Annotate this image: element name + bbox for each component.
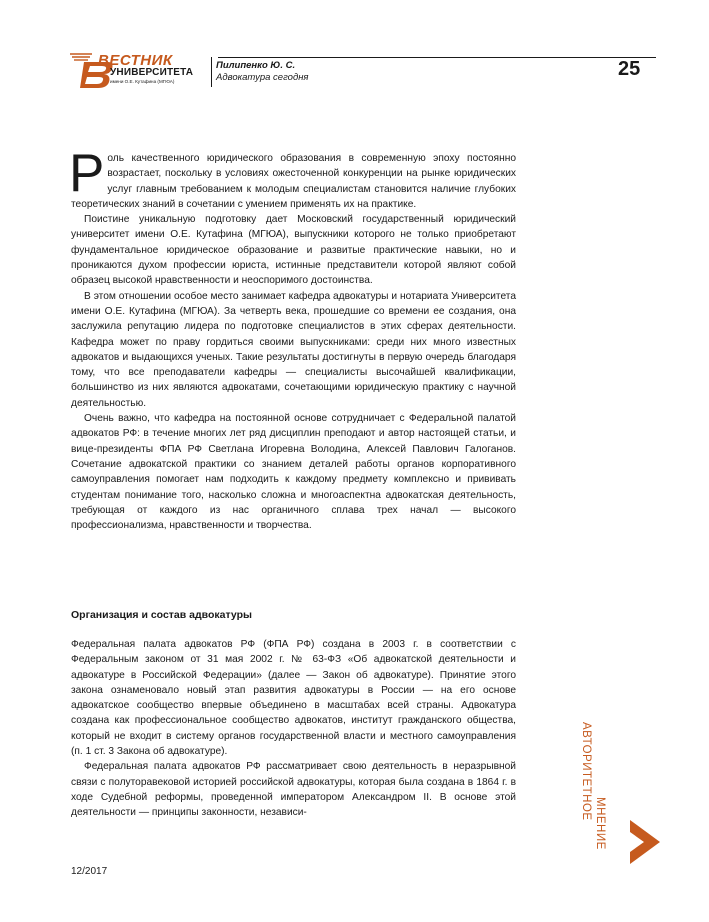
running-head-author: Пилипенко Ю. С. [216, 60, 296, 71]
paragraph: Очень важно, что кафедра на постоянной основе сотрудничает с Федеральной палатой адвокатов РФ: в течение многих лет ряд дисциплин преподают и автор настоящей статьи, и вице-президенты ФПА РФ Светлана Игоревна Володина, Алексей Павлович Галоганов. Сочетание адвокатской практики со знанием деталей работы органов корпоративного самоуправления помогает нам подходить к каждому предмету комплексно и прививать студентам понимание того, насколько сложна и многоаспектна адвокатская деятельность, требующая от каждого из нас органичного сплава трех начал — высокого профессионализма, нравственности и творчества. [71, 413, 516, 532]
paragraph: Поистине уникальную подготовку дает Московский государственный юридический университет имени О.Е. Кутафина (МГЮА), выпускники которого не только приобретают фундаментальное юридическое образование и развитые практические навыки, но и проникаются духом профессии юриста, истинные представители которой являют собой образец высокой нравственности и неоспоримого достоинства. [71, 214, 516, 287]
journal-logo [68, 50, 210, 90]
logo-title: ВЕСТНИК [98, 52, 173, 69]
article-body-section [71, 637, 516, 821]
article-body-intro [69, 144, 516, 533]
rubric-label-top: АВТОРИТЕТНОЕ [580, 722, 592, 821]
page-number: 25 [618, 58, 641, 80]
issue-number: 12/2017 [71, 866, 108, 877]
section-heading: Организация и состав адвокатуры [71, 609, 252, 621]
paragraph: Федеральная палата адвокатов РФ (ФПА РФ) создана в 2003 г. в соответствии с Федеральным законом от 31 мая 2002 г. № 63-ФЗ «Об адвокатской деятельности и адвокатуре в Российской Федерации» (далее — Закон об адвокатуре). Принятие этого закона ознаменовало новый этап развития адвокатуры в России — на его основе адвокатское сообщество впервые объединено в масштабах всей страны. Адвокатура создана как профессиональное сообщество адвокатов, институт гражданского общества, который не входит в систему органов государственной власти и местного самоуправления (п. 1 ст. 3 Закона об адвокатуре). [71, 639, 516, 758]
paragraph: В этом отношении особое место занимает кафедра адвокатуры и нотариата Университета имени О.Е. Кутафина (МГЮА). За четверть века, прошедшие со времени ее создания, она заслужила репутацию лидера по подготовке специалистов в этих сферах деятельности. Кафедра может по праву гордиться своими выпускниками: среди них много известных адвокатов и выдающихся ученых. Такие результаты достигнуты в первую очередь благодаря тому, что все преподаватели кафедры — специалисты высочайшей квалификации, большинство из них являются адвокатами, сочетающими юридическую практику с научной деятельностью. [71, 290, 516, 409]
header-divider-vertical [211, 57, 212, 87]
header-divider [218, 57, 656, 58]
paragraph: Федеральная палата адвокатов РФ рассматривает свою деятельность в неразрывной связи с полуторавековой историей российской адвокатуры, которая была создана в 1864 г. в ходе Судебной реформы, проведенной императором Александром II. В основе этой деятельности — принципы законности, независи- [71, 761, 516, 819]
logo-subtitle: имени О.Е. Кутафина (МГЮА) [110, 79, 175, 84]
paragraph: Роль качественного юридического образования в современную эпоху постоянно возрастает, поскольку в условиях ожесточенной конкуренции на рынке юридических услуг главным требованием к молодым специалистам становится наличие глубоких теоретических знаний в сочетании с умением применять их на практике. [69, 144, 516, 210]
drop-cap: Р [69, 144, 105, 203]
rubric-label-bottom: МНЕНИЕ [594, 797, 606, 850]
logo-university: УНИВЕРСИТЕТА [110, 67, 194, 78]
chevron-right-icon [628, 820, 662, 864]
running-head-section: Адвокатура сегодня [216, 72, 309, 83]
